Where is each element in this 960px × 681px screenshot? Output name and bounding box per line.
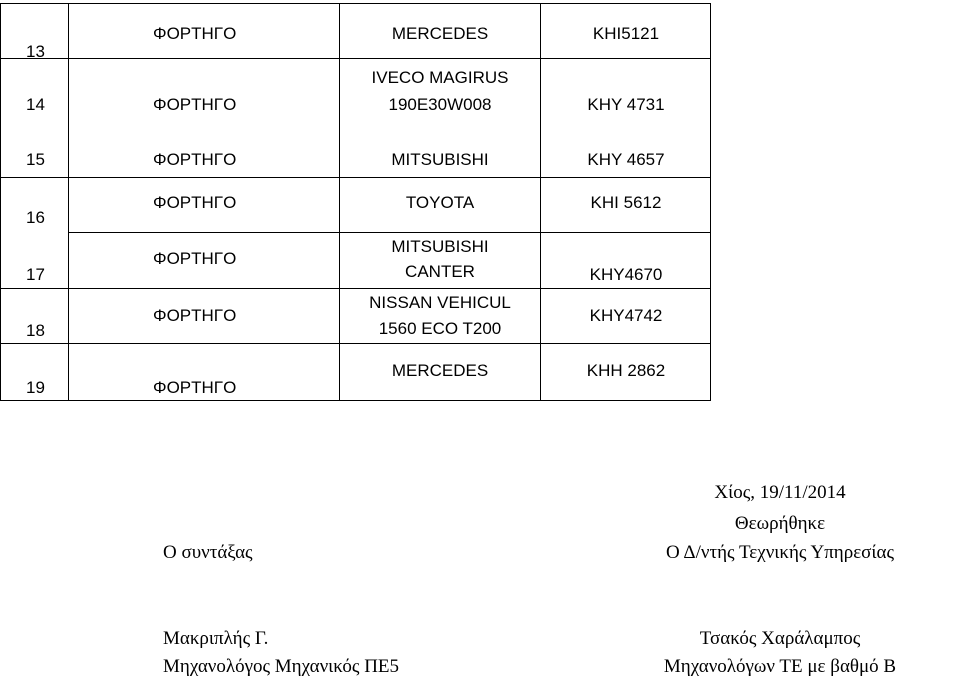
- vehicle-type: ΦΟΡΤΗΓΟ: [153, 378, 237, 397]
- row-divider-5: [0, 343, 711, 344]
- vehicle-model: CANTER: [405, 262, 475, 281]
- vehicle-make: NISSAN VEHICUL: [369, 293, 511, 312]
- row-number: 16: [26, 208, 45, 227]
- vehicle-model: 190E30W008: [388, 95, 492, 114]
- row-divider-2: [0, 177, 711, 178]
- row-number: 18: [26, 321, 45, 340]
- license-plate: ΚΗΥ 4731: [587, 95, 665, 114]
- vehicle-table: [0, 3, 711, 401]
- vehicle-type: ΦΟΡΤΗΓΟ: [153, 306, 237, 325]
- license-plate: ΚΗΥ4670: [589, 265, 663, 284]
- vehicle-type: ΦΟΡΤΗΓΟ: [153, 95, 237, 114]
- vehicle-type: ΦΟΡΤΗΓΟ: [153, 150, 237, 169]
- table-border-bottom: [0, 400, 711, 401]
- approved-label: Θεωρήθηκε: [734, 513, 826, 534]
- table-divider-1: [68, 3, 69, 401]
- vehicle-type: ΦΟΡΤΗΓΟ: [153, 249, 237, 268]
- vehicle-make: TOYOTA: [405, 193, 475, 212]
- vehicle-make: IVECO MAGIRUS: [371, 68, 509, 87]
- row-divider-1: [0, 58, 711, 59]
- director-name: Τσακός Χαράλαμπος: [699, 628, 861, 649]
- row-number: 14: [26, 95, 45, 114]
- vehicle-model: 1560 ECO T200: [378, 319, 502, 338]
- license-plate: ΚΗΥ 4657: [587, 150, 665, 169]
- row-number: 17: [26, 265, 45, 284]
- license-plate: ΚΗΥ4742: [589, 306, 663, 325]
- license-plate: ΚΗΙ5121: [592, 24, 660, 43]
- vehicle-make: MERCEDES: [391, 24, 489, 43]
- vehicle-make: MITSUBISHI: [391, 237, 489, 256]
- license-plate: ΚΗΗ 2862: [586, 361, 666, 380]
- director-role: Μηχανολόγων ΤΕ με βαθμό Β: [663, 656, 897, 677]
- director-title: Ο Δ/ντής Τεχνικής Υπηρεσίας: [665, 542, 895, 563]
- row-divider-3: [68, 232, 711, 233]
- row-divider-4: [0, 288, 711, 289]
- composer-role: Μηχανολόγος Μηχανικός ΠΕ5: [163, 656, 400, 677]
- table-border-top: [0, 3, 711, 4]
- row-number: 19: [26, 378, 45, 397]
- table-border-left: [0, 3, 1, 401]
- composer-name: Μακριπλής Γ.: [163, 628, 269, 649]
- vehicle-make: MERCEDES: [391, 361, 489, 380]
- vehicle-type: ΦΟΡΤΗΓΟ: [153, 24, 237, 43]
- row-number: 15: [26, 150, 45, 169]
- row-number: 13: [26, 42, 45, 61]
- license-plate: ΚΗΙ 5612: [590, 193, 662, 212]
- composer-title: Ο συντάξας: [163, 542, 253, 563]
- vehicle-make: MITSUBISHI: [391, 150, 489, 169]
- vehicle-type: ΦΟΡΤΗΓΟ: [153, 193, 237, 212]
- place-date: Χίος, 19/11/2014: [714, 482, 846, 503]
